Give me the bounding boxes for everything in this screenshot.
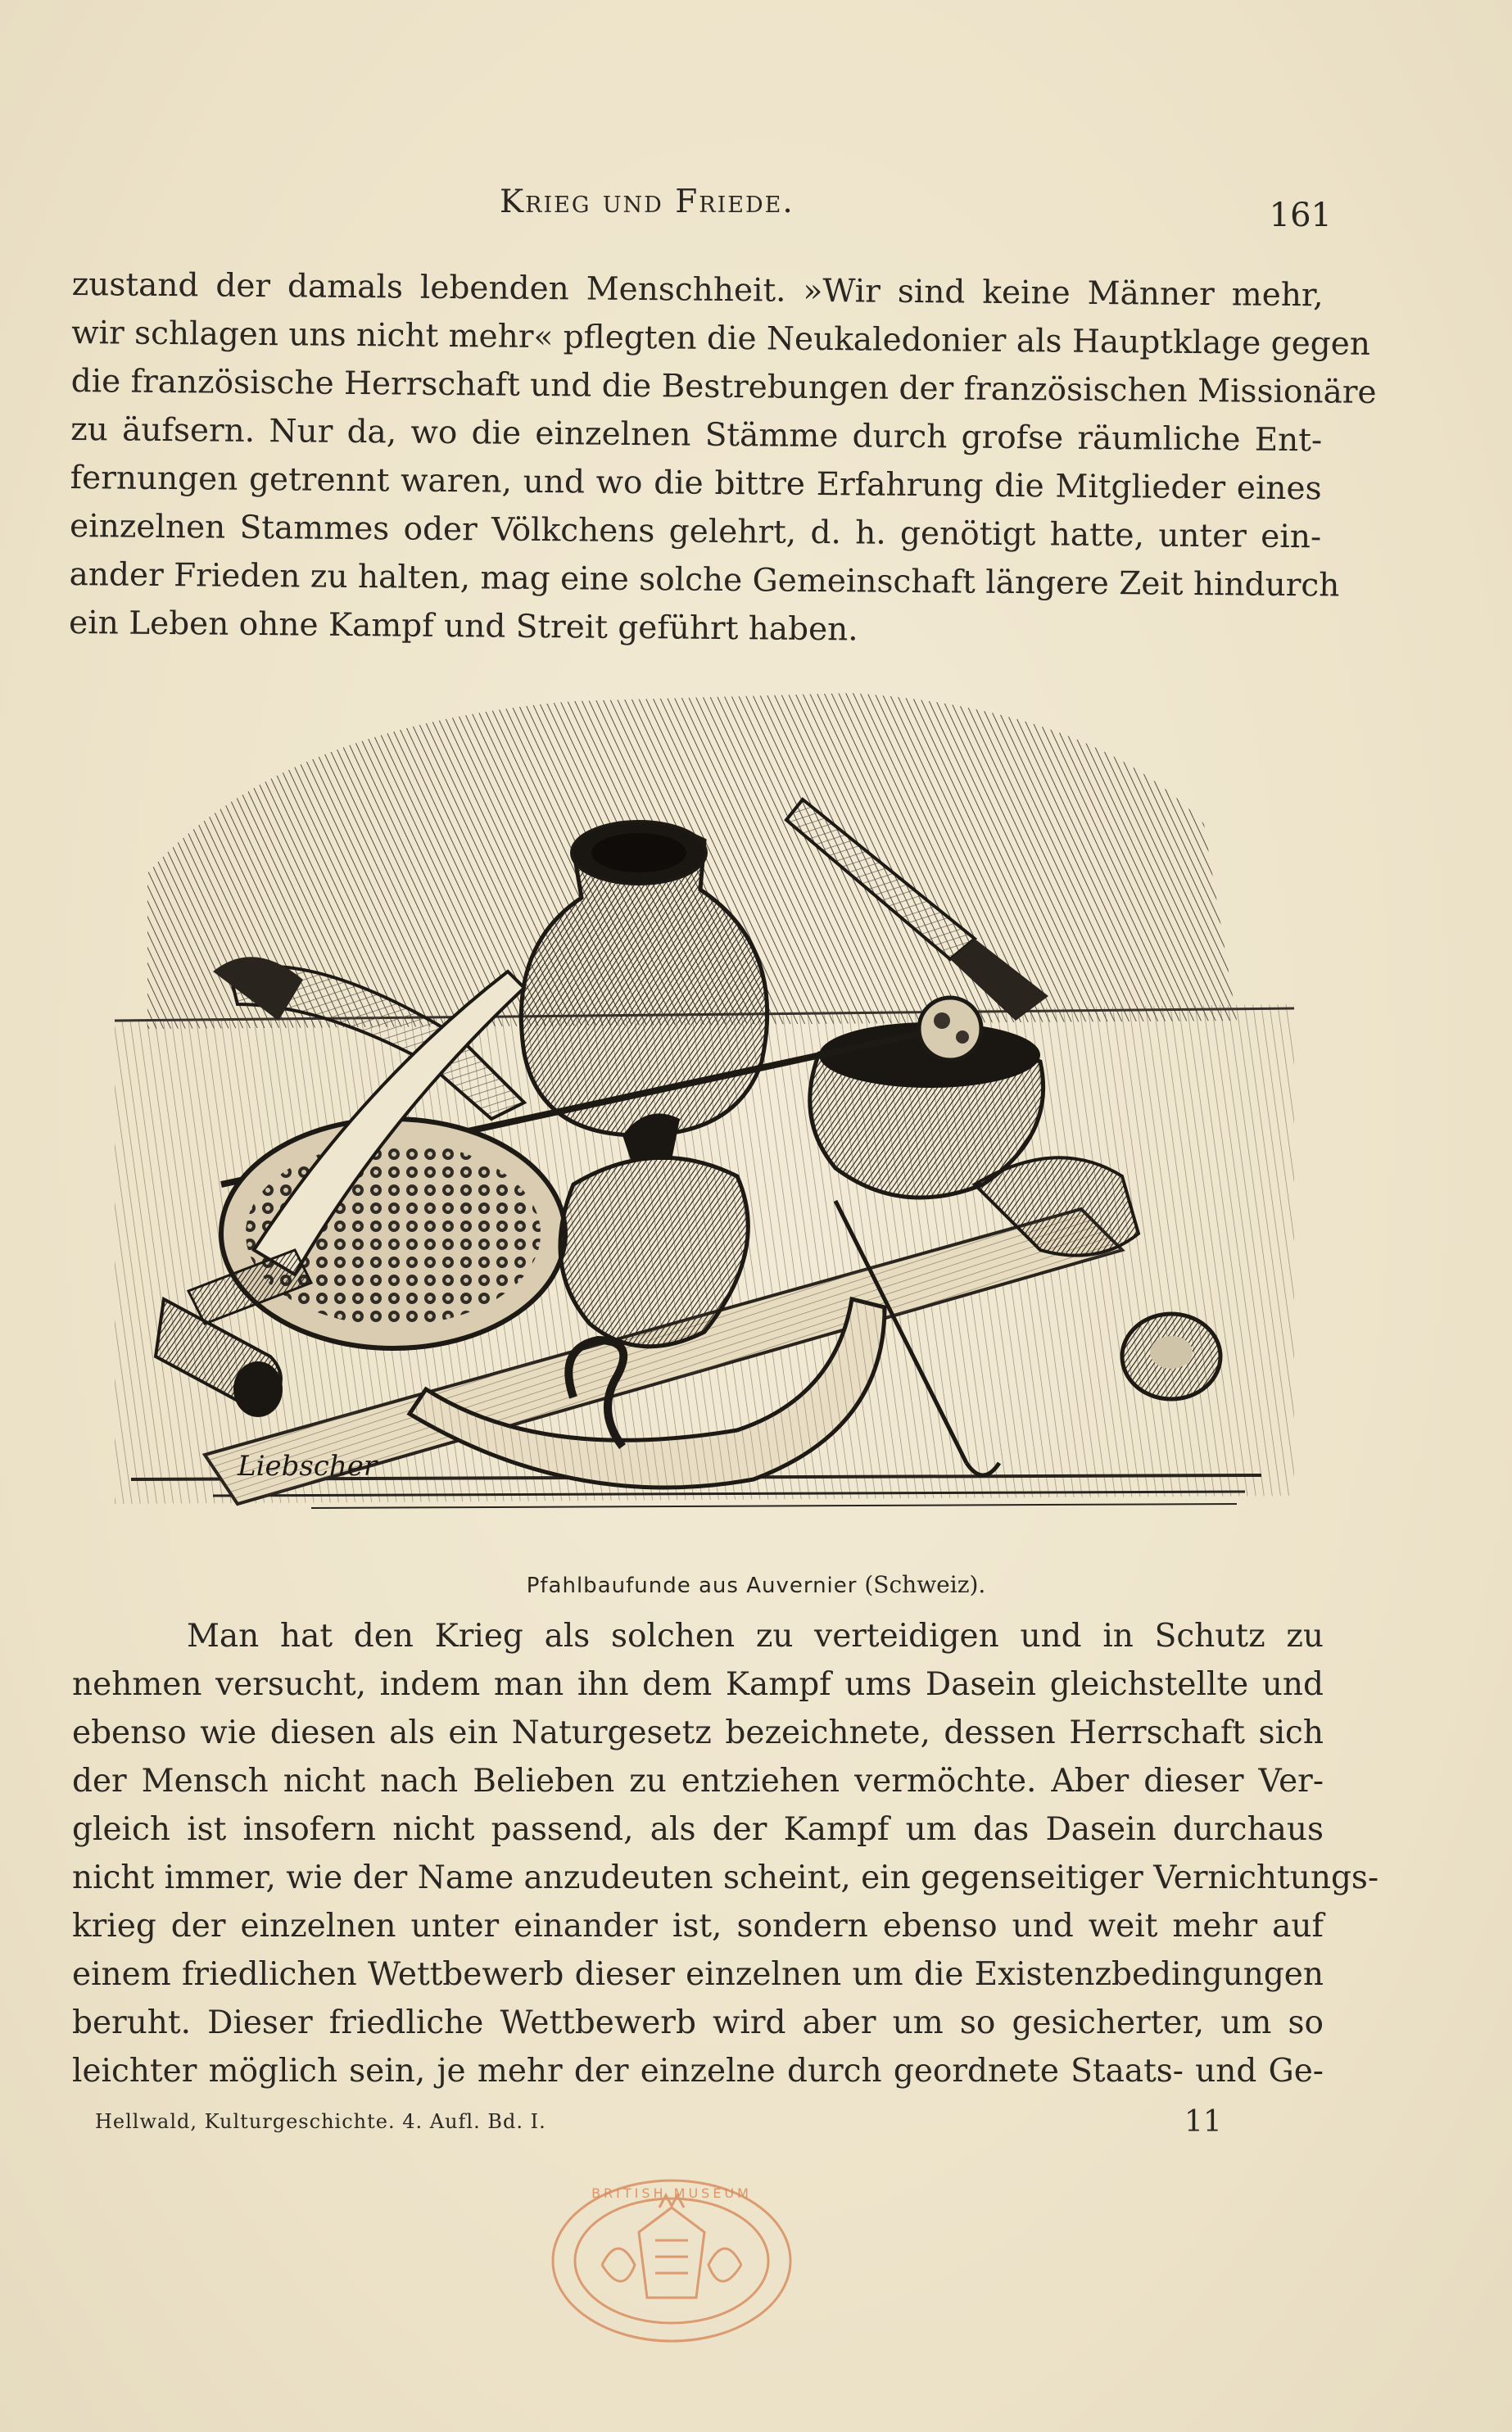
- text-line: einzelnen Stammes oder Völkchens gelehrt, d. h. genötigt hatte, unter ein-: [69, 507, 1322, 556]
- running-title: Krieg und Friede.: [500, 183, 794, 220]
- paragraph-1: [68, 260, 1377, 658]
- text-line: einem friedlichen Wettbewerb dieser einzelnen um die Existenzbedingungen: [72, 1956, 1324, 1993]
- footer-signature: [95, 2105, 1225, 2146]
- text-line: ander Frieden zu halten, mag eine solche Gemeinschaft längere Zeit hindurch: [69, 555, 1340, 605]
- running-head: [74, 182, 1332, 234]
- stamp-seal-icon: [545, 2175, 799, 2347]
- caption-main: Pfahlbaufunde aus Auvernier: [526, 1574, 858, 1598]
- text-line: nehmen versucht, indem man ihn dem Kampf ums Dasein gleichstellte und: [72, 1666, 1324, 1703]
- caption-paren: (Schweiz).: [864, 1571, 986, 1598]
- text-line: nicht immer, wie der Name anzudeuten scheint, ein gegenseitiger Vernichtungs-: [72, 1859, 1379, 1896]
- page-number: 161: [1269, 197, 1332, 234]
- text-line: ein Leben ohne Kampf und Streit geführt haben.: [68, 604, 858, 649]
- engraving-illustration: [115, 677, 1294, 1561]
- text-line: zustand der damals lebenden Menschheit. »Wir sind keine Männer mehr,: [71, 265, 1324, 315]
- engraver-signature: Liebscher: [238, 1450, 378, 1483]
- library-stamp: [545, 2175, 799, 2347]
- text-line: fernungen getrennt waren, und wo die bittre Erfahrung die Mitglieder eines: [70, 459, 1322, 508]
- text-line: die französische Herrschaft und die Bestrebungen der französischen Missionäre: [70, 362, 1377, 411]
- text-line: krieg der einzelnen unter einander ist, sondern ebenso und weit mehr auf: [72, 1908, 1324, 1945]
- text-line: beruht. Dieser friedliche Wettbewerb wird aber um so gesicherter, um so: [72, 2004, 1324, 2041]
- figure-caption: [0, 1571, 1512, 1598]
- engraving-figure: [115, 677, 1294, 1561]
- text-line: Man hat den Krieg als solchen zu verteidigen und in Schutz zu: [187, 1618, 1324, 1655]
- text-line: wir schlagen uns nicht mehr« pflegten die Neukaledonier als Hauptklage gegen: [71, 314, 1371, 363]
- text-line: leichter möglich sein, je mehr der einzelne durch geordnete Staats- und Ge-: [72, 2053, 1324, 2090]
- text-line: zu äufsern. Nur da, wo die einzelnen Stämme durch grofse räumliche Ent-: [70, 410, 1323, 460]
- paragraph-2: [72, 1612, 1379, 2095]
- text-line: gleich ist insofern nicht passend, als der Kampf um das Dasein durchaus: [72, 1811, 1324, 1848]
- sheet-mark: 11: [1184, 2105, 1222, 2139]
- text-line: ebenso wie diesen als ein Naturgesetz bezeichnete, dessen Herrschaft sich: [72, 1714, 1324, 1751]
- signature-line: Hellwald, Kulturgeschichte. 4. Aufl. Bd. I.: [95, 2110, 546, 2133]
- stamp-text: BRITISH MUSEUM: [591, 2185, 752, 2201]
- text-line: der Mensch nicht nach Belieben zu entziehen vermöchte. Aber dieser Ver-: [72, 1763, 1324, 1800]
